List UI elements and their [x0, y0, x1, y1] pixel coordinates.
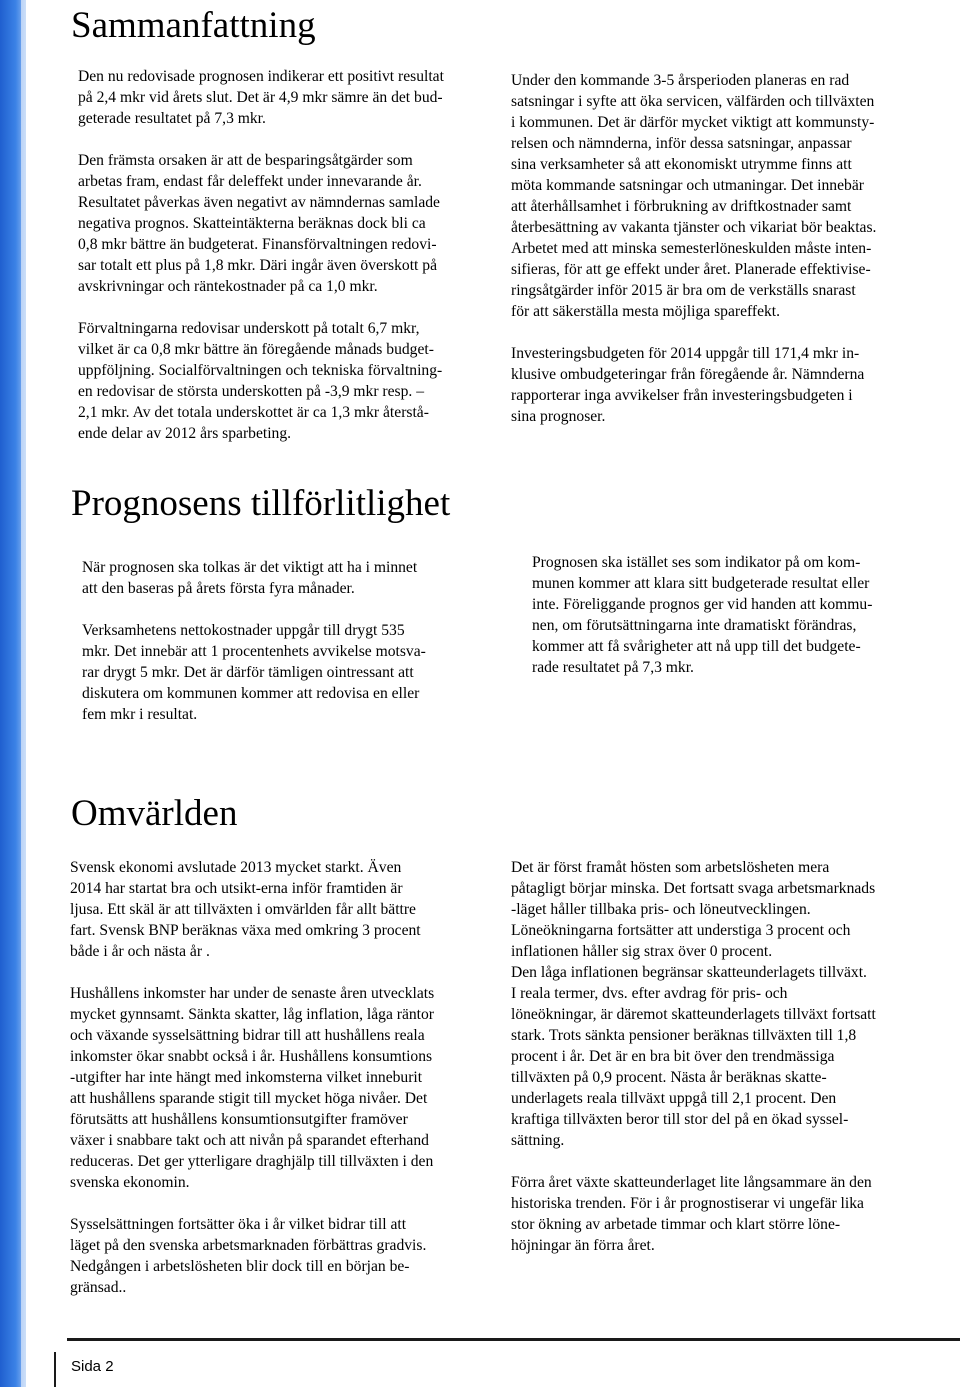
paragraph: Prognosen ska istället ses som indikator på om kom- munen kommer att klara sitt budgeterade resultat eller inte. Föreliggande prognos ger vid handen att kommu- nen, om förutsättningarna inte dramatiskt förändras, kommer att få svårigheter att nå upp till det budgete- rade resultatet på 7,3 mkr. [532, 554, 873, 676]
sammanfattning-left-column [78, 66, 508, 444]
omvarlden-left-column [70, 857, 500, 1298]
paragraph: Svensk ekonomi avslutade 2013 mycket starkt. Även 2014 har startat bra och utsikt-erna inför framtiden är ljusa. Ett skäl är att tillväxten i omvärlden får allt bättre fart. Svensk BNP beräknas växa med omkring 3 procent både i år och nästa år . [70, 859, 421, 960]
page-number: Sida 2 [71, 1358, 114, 1375]
tillforlitlighet-left-column [82, 557, 502, 725]
section-heading-omvarlden: Omvärlden [71, 793, 238, 834]
decorative-side-stripe [0, 0, 26, 1387]
section-heading-sammanfattning: Sammanfattning [71, 5, 316, 46]
paragraph: Under den kommande 3-5 årsperioden planeras en rad satsningar i syfte att öka servicen, välfärden och tillväxten i kommunen. Det är därför mycket viktigt att kommunsty- relsen och nämnderna, inför dessa satsningar, anpassar sina verksamheter så att ekonomiskt utrymme finns att möta kommande satsningar och utmaningar. Det innebär att återhållsamhet i förbrukning av driftkostnader samt återbesättning av vakanta tjänster och vikariat bör beaktas. Arbetet med att minska semesterlöneskulden måste inten- sifieras, för att ge effekt under året. Planerade effektivise- ringsåtgärder inför 2015 är bra om de verkställs snarast för att säkerställa mesta möjliga spareffekt. [511, 72, 877, 320]
paragraph: Förra året växte skatteunderlaget lite långsammare än den historiska trenden. För i år prognostiserar vi ungefär lika stor ökning av arbetade timmar och klart större löne- höjningar än förra året. [511, 1174, 872, 1254]
footer-vertical-divider [54, 1352, 56, 1387]
omvarlden-right-column [511, 857, 946, 1256]
footer-divider [67, 1338, 960, 1341]
paragraph: Den nu redovisade prognosen indikerar ett positivt resultat på 2,4 mkr vid årets slut. Det är 4,9 mkr sämre än det bud- geterade resultatet på 7,3 mkr. [78, 68, 444, 127]
paragraph: Förvaltningarna redovisar underskott på totalt 6,7 mkr, vilket är ca 0,8 mkr bättre än föregående månads budget- uppföljning. Socialförvaltningen och tekniska förvaltning- en redovisar de största underskotten på -3,9 mkr resp. – 2,1 mkr. Av det totala underskottet är ca 1,3 mkr återstå- ende delar av 2012 års sparbeting. [78, 320, 443, 442]
paragraph: Hushållens inkomster har under de senaste åren utvecklats mycket gynnsamt. Sänkta skatter, låg inflation, låga räntor och växande sysselsättning bidrar till att hushållens reala inkomster ökar snabbt också i år. Hushållens konsumtions -utgifter har inte hängt med inkomsterna vilket inneburit att hushållens sparande stigit till mycket höga nivåer. Det förutsätts att hushållens konsumtionsutgifter framöver växer i snabbare takt och att nivån på sparandet efterhand reduceras. Det ger ytterligare draghjälp till tillväxten i den svenska ekonomin. [70, 985, 435, 1191]
section-heading-tillforlitlighet: Prognosens tillförlitlighet [71, 483, 451, 524]
paragraph: Sysselsättningen fortsätter öka i år vilket bidrar till att läget på den svenska arbetsmarknaden förbättras gradvis. Nedgången i arbetslösheten blir dock till en början be- gränsad.. [70, 1216, 427, 1296]
paragraph: Den främsta orsaken är att de besparingsåtgärder som arbetas fram, endast får deleffekt under innevarande år. Resultatet påverkas även negativt av nämndernas samlade negativa prognos. Skatteintäkterna beräknas dock bli ca 0,8 mkr bättre än budgeterat. Finansförvaltningen redovi- sar totalt ett plus på 1,8 mkr. Däri ingår även överskott på avskrivningar och räntekostnader på ca 1,0 mkr. [78, 152, 440, 295]
tillforlitlighet-right-column [532, 552, 947, 678]
paragraph: Investeringsbudgeten för 2014 uppgår till 171,4 mkr in- klusive ombudgeteringar från föregående år. Nämnderna rapporterar inga avvikelser från investeringsbudgeten i sina prognoser. [511, 345, 865, 425]
paragraph: När prognosen ska tolkas är det viktigt att ha i minnet att den baseras på årets första fyra månader. [82, 559, 418, 597]
paragraph: Det är först framåt hösten som arbetslösheten mera påtagligt börjar minska. Det fortsatt svaga arbetsmarknads -läget håller tillbaka pris- och löneutvecklingen. Löneökningarna fortsätter att understiga 3 procent och inflationen håller sig strax över 0 procent. [511, 859, 876, 960]
paragraph: Den låga inflationen begränsar skatteunderlagets tillväxt. I reala termer, dvs. efter avdrag för pris- och löneökningar, är däremot skatteunderlagets tillväxt fortsatt stark. Trots sänkta pensioner beräknas tillväxten till 1,8 procent i år. Det är en bra bit över den trendmässiga tillväxten på 0,9 procent. Nästa år beräknas skatte- underlagets reala tillväxt uppgå till 2,1 procent. Den kraftiga tillväxten beror till stor del på en ökad syssel- sättning. [511, 964, 876, 1149]
paragraph: Verksamhetens nettokostnader uppgår till drygt 535 mkr. Det innebär att 1 procentenhets avvikelse motsva- rar drygt 5 mkr. Det är därför tämligen ointressant att diskutera om kommunen kommer att redovisa en eller fem mkr i resultat. [82, 622, 426, 723]
sammanfattning-right-column [511, 70, 941, 427]
